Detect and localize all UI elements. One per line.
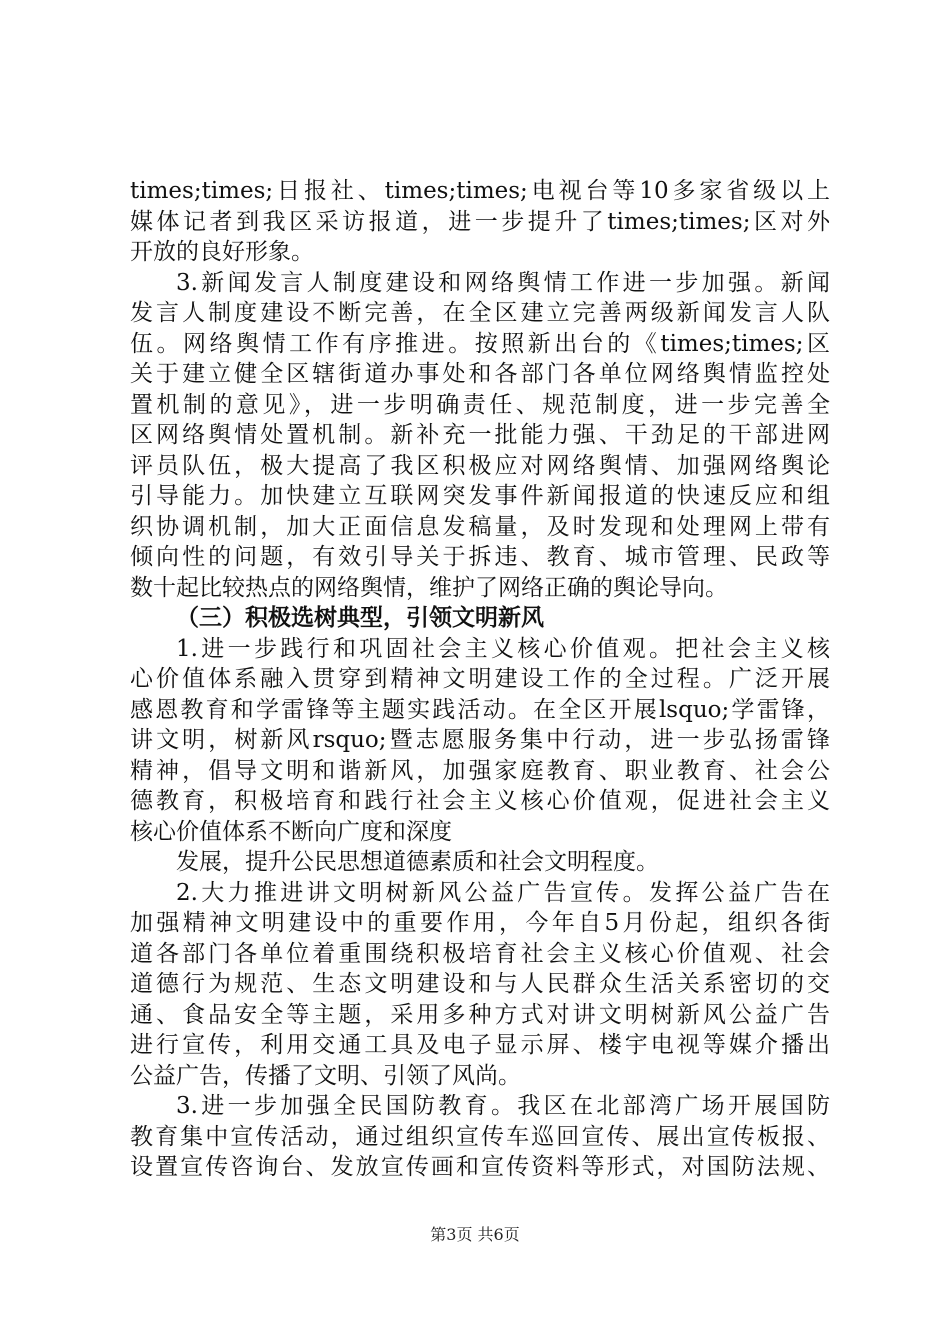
text-line: 置机制的意见》，进一步明确责任、规范制度，进一步完善全 (130, 391, 830, 418)
text-line: 3.新闻发言人制度建设和网络舆情工作进一步加强。新闻 (176, 269, 830, 296)
text-line: 织协调机制，加大正面信息发稿量，及时发现和处理网上带有 (130, 513, 830, 540)
text-line: 通、食品安全等主题，采用多种方式对讲文明树新风公益广告 (130, 1001, 830, 1028)
text-line: 开放的良好形象。 (130, 239, 314, 265)
text-line: 发展，提升公民思想道德素质和社会文明程度。 (176, 849, 659, 875)
text-line: 关于建立健全区辖街道办事处和各部门各单位网络舆情监控处 (130, 361, 830, 387)
text-line: 公益广告，传播了文明、引领了风尚。 (130, 1062, 521, 1089)
text-line: 倾向性的问题，有效引导关于拆违、教育、城市管理、民政等 (130, 544, 830, 570)
text-line: 道德行为规范、生态文明建设和与人民群众生活关系密切的交 (130, 971, 830, 997)
text-line: 德教育，积极培育和践行社会主义核心价值观，促进社会主义 (130, 788, 830, 814)
text-line: 心价值体系融入贯穿到精神文明建设工作的全过程。广泛开展 (130, 666, 830, 692)
page-number-footer: 第3页 共6页 (430, 1225, 520, 1244)
text-line: 精神，倡导文明和谐新风，加强家庭教育、职业教育、社会公 (130, 757, 830, 784)
text-line: 伍。网络舆情工作有序推进。按照新出台的《times;times;区 (130, 330, 830, 357)
text-line: 3.进一步加强全民国防教育。我区在北部湾广场开展国防 (176, 1093, 830, 1119)
text-line: 道各部门各单位着重围绕积极培育社会主义核心价值观、社会 (130, 940, 830, 967)
text-line: 感恩教育和学雷锋等主题实践活动。在全区开展lsquo;学雷锋， (130, 696, 830, 723)
text-line: 讲文明，树新风rsquo;暨志愿服务集中行动，进一步弘扬雷锋 (130, 727, 830, 753)
section-heading: （三）积极选树典型，引领文明新风 (176, 605, 544, 631)
text-line: 进行宣传，利用交通工具及电子显示屏、楼宇电视等媒介播出 (130, 1032, 830, 1058)
text-line: 核心价值体系不断向广度和深度 (130, 818, 452, 845)
text-line: 2.大力推进讲文明树新风公益广告宣传。发挥公益广告在 (176, 879, 830, 906)
document-body (130, 176, 830, 1183)
text-line: 引导能力。加快建立互联网突发事件新闻报道的快速反应和组 (130, 483, 830, 509)
text-line: 设置宣传咨询台、发放宣传画和宣传资料等形式，对国防法规、 (130, 1154, 830, 1180)
text-line: 媒体记者到我区采访报道，进一步提升了times;times;区对外 (130, 208, 830, 235)
text-line: 区网络舆情处置机制。新补充一批能力强、干劲足的干部进网 (130, 422, 830, 448)
text-line: 加强精神文明建设中的重要作用，今年自5月份起，组织各街 (130, 910, 830, 936)
text-line: 1.进一步践行和巩固社会主义核心价值观。把社会主义核 (176, 635, 830, 662)
text-line: 教育集中宣传活动，通过组织宣传车巡回宣传、展出宣传板报、 (130, 1123, 830, 1150)
text-line: 评员队伍，极大提高了我区积极应对网络舆情、加强网络舆论 (130, 452, 830, 479)
text-line: 数十起比较热点的网络舆情，维护了网络正确的舆论导向。 (130, 574, 728, 601)
text-line: times;times;日报社、times;times;电视台等10多家省级以上 (130, 178, 830, 204)
text-line: 发言人制度建设不断完善，在全区建立完善两级新闻发言人队 (130, 300, 830, 326)
